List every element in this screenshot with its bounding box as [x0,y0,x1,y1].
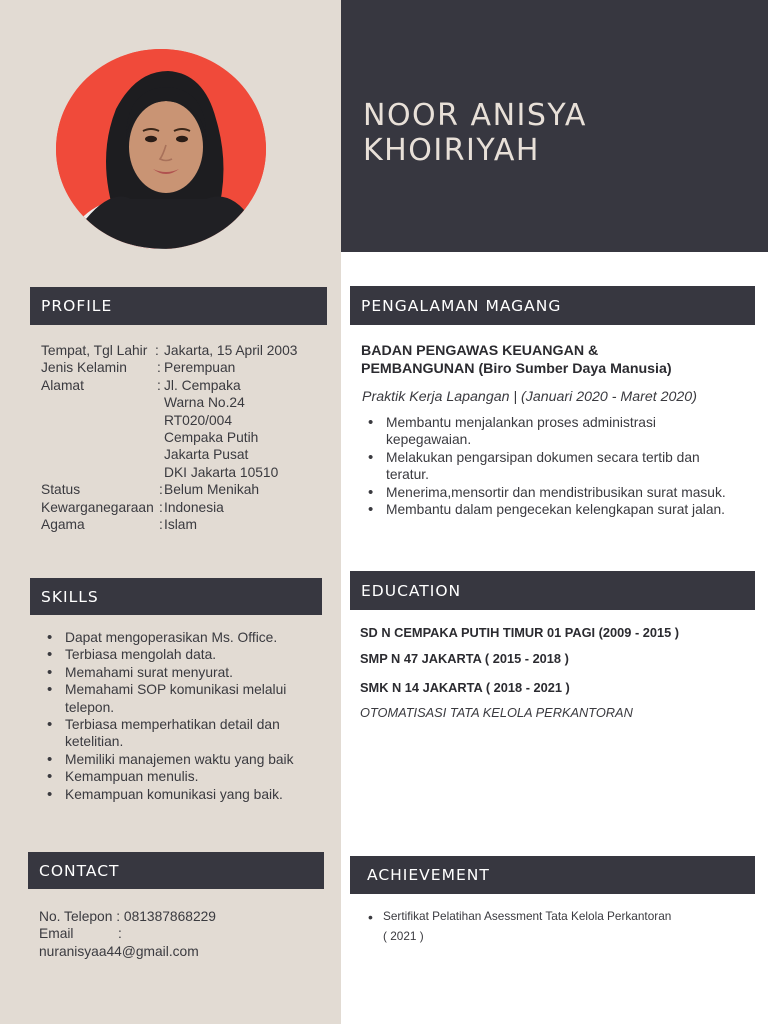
profile-section-title: PROFILE [30,287,327,325]
skill-item: • Kemampuan menulis. [41,768,326,785]
education-item: SMK N 14 JAKARTA ( 2018 - 2021 ) [360,680,570,695]
profile-row [41,464,331,481]
skill-item: • Terbiasa memperhatikan detail dan ketelitian. [41,716,326,751]
profile-row-label: Tempat, Tgl Lahir [41,343,148,358]
profile-row-value: Cempaka Putih [164,429,259,445]
profile-row-value: Jakarta Pusat [164,447,249,463]
profile-row [41,516,331,533]
education-item: SD N CEMPAKA PUTIH TIMUR 01 PAGI (2009 - 2015 ) [360,625,680,640]
profile-row [41,446,331,463]
profile-row-separator: : [159,482,163,498]
profile-row-value: RT020/004 [164,412,233,428]
profile-row-label: Kewarganegaraan [41,499,154,515]
profile-row-value: DKI Jakarta 10510 [164,464,279,480]
email-value: nuranisyaa44@gmail.com [39,943,199,959]
experience-list [362,414,732,518]
phone-label: No. Telepon [39,909,113,924]
contact-section-title: CONTACT [28,852,324,889]
achievement-line1: Sertifikat Pelatihan Asessment Tata Kelola Perkantoran [383,909,672,923]
profile-row-value: Jakarta, 15 April 2003 [164,343,298,358]
experience-item: • Melakukan pengarsipan dokumen secara tertib dan teratur. [362,449,732,484]
achievement-section-title: ACHIEVEMENT [350,856,755,894]
profile-row-value: Indonesia [164,499,224,515]
education-item: SMP N 47 JAKARTA ( 2015 - 2018 ) [360,651,569,666]
skill-item: • Terbiasa mengolah data. [41,646,326,663]
achievement-line2: ( 2021 ) [383,929,424,943]
profile-row [41,412,331,429]
profile-row [41,394,331,411]
achievement-item [368,906,748,946]
profile-row [41,359,331,376]
profile-row-value: Islam [164,516,197,532]
skill-item: • Memahami SOP komunikasi melalui telepon. [41,681,326,716]
experience-section-title: PENGALAMAN MAGANG [350,286,755,325]
profile-row-separator: : [157,360,161,376]
profile-row-value: Jl. Cempaka [164,377,241,393]
education-major: OTOMATISASI TATA KELOLA PERKANTORAN [360,705,633,720]
experience-org-line2: PEMBANGUNAN (Biro Sumber Daya Manusia) [361,361,672,377]
experience-org [361,343,751,379]
skill-item: • Memiliki manajemen waktu yang baik [41,751,326,768]
bullet-icon: • [368,909,373,925]
profile-row-label: Status [41,482,81,498]
profile-row-separator: : [159,499,163,515]
profile-row [41,377,331,394]
experience-item: • Membantu dalam pengecekan kelengkapan surat jalan. [362,501,732,518]
phone-value: 081387868229 [123,909,216,924]
skills-list [41,629,326,803]
skill-item: • Dapat mengoperasikan Ms. Office. [41,629,326,646]
profile-row [41,481,331,498]
profile-row-label: Jenis Kelamin [41,360,127,376]
profile-row-separator: : [157,377,161,393]
profile-row [41,499,331,516]
skill-item: • Kemampuan komunikasi yang baik. [41,786,326,803]
skill-item: • Memahami surat menyurat. [41,664,326,681]
full-name: NOOR ANISYA KHOIRIYAH [363,98,587,168]
profile-row [41,342,331,359]
experience-role: Praktik Kerja Lapangan | (Januari 2020 - Maret 2020) [362,389,697,405]
contact-details: No. Telepon : 081387868229 Email : nuranisyaa44@gmail.com [39,909,216,959]
experience-org-line1: BADAN PENGAWAS KEUANGAN & [361,343,599,359]
email-label: Email [39,926,74,942]
skills-section-title: SKILLS [30,578,322,615]
experience-item: • Membantu menjalankan proses administrasi kepegawaian. [362,414,732,449]
profile-row-value: Warna No.24 [164,395,245,411]
profile-row-separator: : [155,343,159,358]
education-section-title: EDUCATION [350,571,755,610]
profile-row-label: Agama [41,516,85,532]
profile-photo [56,49,266,249]
profile-row-value: Belum Menikah [164,482,260,498]
profile-details [41,342,331,533]
experience-item: • Menerima,mensortir dan mendistribusikan surat masuk. [362,484,732,501]
profile-row-label: Alamat [41,377,84,393]
profile-row [41,429,331,446]
profile-row-separator: : [159,516,163,532]
profile-row-value: Perempuan [164,360,236,376]
